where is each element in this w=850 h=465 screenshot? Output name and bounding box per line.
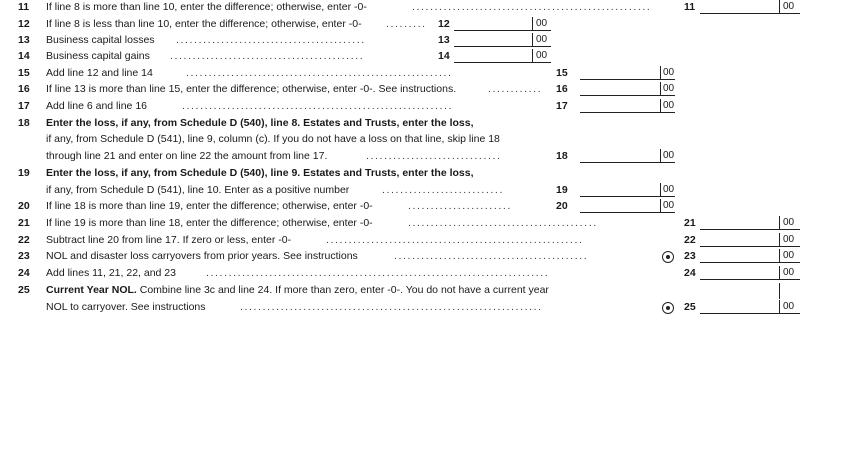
form-line-12: [0, 17, 850, 33]
cents-label: 00: [536, 18, 548, 29]
line-text: If line 13 is more than line 15, enter the difference; otherwise, enter -0-. See instructions.: [46, 83, 457, 95]
leader-dots: ...........................................: [394, 250, 589, 262]
line-text-cont: NOL to carryover. See instructions: [46, 301, 206, 313]
leader-dots: ...................................................................: [240, 301, 543, 313]
form-line-19-cont: [0, 183, 850, 199]
line-ref: 18: [556, 150, 568, 162]
cents-label: 00: [663, 100, 675, 111]
cents-label: 00: [536, 34, 548, 45]
line-ref: 22: [684, 234, 696, 246]
leader-dots: ............: [488, 83, 543, 95]
bullet-icon: [662, 302, 674, 314]
line-number: 16: [18, 83, 30, 95]
leader-dots: .........................................................: [326, 234, 584, 246]
form-line-16: [0, 82, 850, 98]
leader-dots: ...........................................: [170, 50, 365, 62]
cents-label: 00: [783, 1, 795, 12]
line-number: 18: [18, 117, 30, 129]
line-text-rest: Combine line 3c and line 24. If more than zero, enter -0-. You do not have a current year: [136, 284, 549, 296]
line-number: 13: [18, 34, 30, 46]
line-text: Add lines 11, 21, 22, and 23: [46, 267, 176, 279]
line-ref: 19: [556, 184, 568, 196]
bullet-icon: [662, 251, 674, 263]
leader-dots: ..........................................: [408, 217, 598, 229]
line-text: Business capital gains: [46, 50, 150, 62]
cents-label: 00: [663, 83, 675, 94]
line-text: NOL and disaster loss carryovers from prior years. See instructions: [46, 250, 358, 262]
form-line-24: [0, 266, 850, 282]
line-number: 22: [18, 234, 30, 246]
line-text: Add line 12 and line 14: [46, 67, 153, 79]
cents-label: 00: [783, 250, 795, 261]
line-ref: 16: [556, 83, 568, 95]
cents-label: 00: [783, 234, 795, 245]
cents-label: 00: [783, 267, 795, 278]
line-number: 11: [18, 1, 30, 13]
amount-field-22[interactable]: [700, 233, 779, 247]
amount-field-23[interactable]: [700, 249, 779, 263]
form-line-23: [0, 249, 850, 265]
form-line-18-cont1: [0, 132, 850, 148]
form-line-21: [0, 216, 850, 232]
cents-label: 00: [536, 50, 548, 61]
leader-dots: .......................: [408, 200, 512, 212]
line-text-cont: through line 21 and enter on line 22 the amount from line 17.: [46, 150, 328, 162]
line-text: Add line 6 and line 16: [46, 100, 147, 112]
line-ref: 17: [556, 100, 568, 112]
leader-dots: ............................................................................: [206, 267, 550, 279]
amount-field-12[interactable]: [454, 17, 532, 31]
line-ref: 13: [438, 34, 450, 46]
leader-dots: ..............................: [366, 150, 502, 162]
cents-label: 00: [783, 301, 795, 312]
amount-field-19[interactable]: [580, 183, 660, 197]
form-line-25: [0, 283, 850, 299]
line-number: 14: [18, 50, 30, 62]
line-text-cont: if any, from Schedule D (541), line 9, column (c). If you do not have a loss on that line, skip line 18: [46, 133, 500, 145]
form-line-17: [0, 99, 850, 115]
form-line-15: [0, 66, 850, 82]
leader-dots: ...........................................................: [186, 67, 453, 79]
line-number: 12: [18, 18, 30, 30]
amount-field-17[interactable]: [580, 99, 660, 113]
cents-divider-top: [779, 283, 780, 299]
line-text: [46, 284, 549, 296]
amount-field-25[interactable]: [700, 300, 779, 314]
line-ref: 24: [684, 267, 696, 279]
amount-field-14[interactable]: [454, 49, 532, 63]
form-line-11: [0, 0, 850, 16]
line-text: If line 19 is more than line 18, enter the difference; otherwise, enter -0-: [46, 217, 373, 229]
amount-field-15[interactable]: [580, 66, 660, 80]
line-ref: 12: [438, 18, 450, 30]
line-number: 17: [18, 100, 30, 112]
cents-label: 00: [663, 184, 675, 195]
line-number: 19: [18, 167, 30, 179]
cents-label: 00: [783, 217, 795, 228]
line-number: 23: [18, 250, 30, 262]
form-line-18: [0, 116, 850, 132]
form-line-14: [0, 49, 850, 65]
line-ref: 25: [684, 301, 696, 313]
amount-field-16[interactable]: [580, 82, 660, 96]
line-number: 15: [18, 67, 30, 79]
cents-label: 00: [663, 200, 675, 211]
form-line-13: [0, 33, 850, 49]
line-number: 21: [18, 217, 30, 229]
cents-label: 00: [663, 67, 675, 78]
line-ref: 11: [684, 1, 696, 13]
line-text: Business capital losses: [46, 34, 155, 46]
line-text: If line 18 is more than line 19, enter the difference; otherwise, enter -0-: [46, 200, 373, 212]
form-line-18-cont2: [0, 149, 850, 165]
line-text: If line 8 is less than line 10, enter the difference; otherwise, enter -0-: [46, 18, 362, 30]
cents-label: 00: [663, 150, 675, 161]
line-text-cont: if any, from Schedule D (541), line 10. Enter as a positive number: [46, 184, 350, 196]
line-number: 24: [18, 267, 30, 279]
line-number: 25: [18, 284, 30, 296]
line-text-bold: Current Year NOL.: [46, 284, 137, 296]
amount-field-20[interactable]: [580, 199, 660, 213]
amount-field-13[interactable]: [454, 33, 532, 47]
amount-field-11[interactable]: [700, 0, 779, 14]
form-line-20: [0, 199, 850, 215]
leader-dots: ..........................................: [176, 34, 366, 46]
form-line-19: [0, 166, 850, 182]
line-text: Enter the loss, if any, from Schedule D (540), line 8. Estates and Trusts, enter the loss,: [46, 117, 474, 129]
line-ref: 21: [684, 217, 696, 229]
form-line-25-cont: [0, 300, 850, 316]
leader-dots: ............................................................: [182, 100, 454, 112]
line-text: Enter the loss, if any, from Schedule D (540), line 9. Estates and Trusts, enter the loss,: [46, 167, 474, 179]
leader-dots: .........: [386, 18, 427, 30]
amount-field-21[interactable]: [700, 216, 779, 230]
line-ref: 14: [438, 50, 450, 62]
line-ref: 20: [556, 200, 568, 212]
line-ref: 23: [684, 250, 696, 262]
leader-dots: ...........................: [382, 184, 504, 196]
line-number: 20: [18, 200, 30, 212]
leader-dots: .....................................................: [412, 1, 652, 13]
amount-field-18[interactable]: [580, 149, 660, 163]
line-ref: 15: [556, 67, 568, 79]
line-text: Subtract line 20 from line 17. If zero or less, enter -0-: [46, 234, 292, 246]
line-text: If line 8 is more than line 10, enter the difference; otherwise, enter -0-: [46, 1, 367, 13]
form-line-22: [0, 233, 850, 249]
amount-field-24[interactable]: [700, 266, 779, 280]
